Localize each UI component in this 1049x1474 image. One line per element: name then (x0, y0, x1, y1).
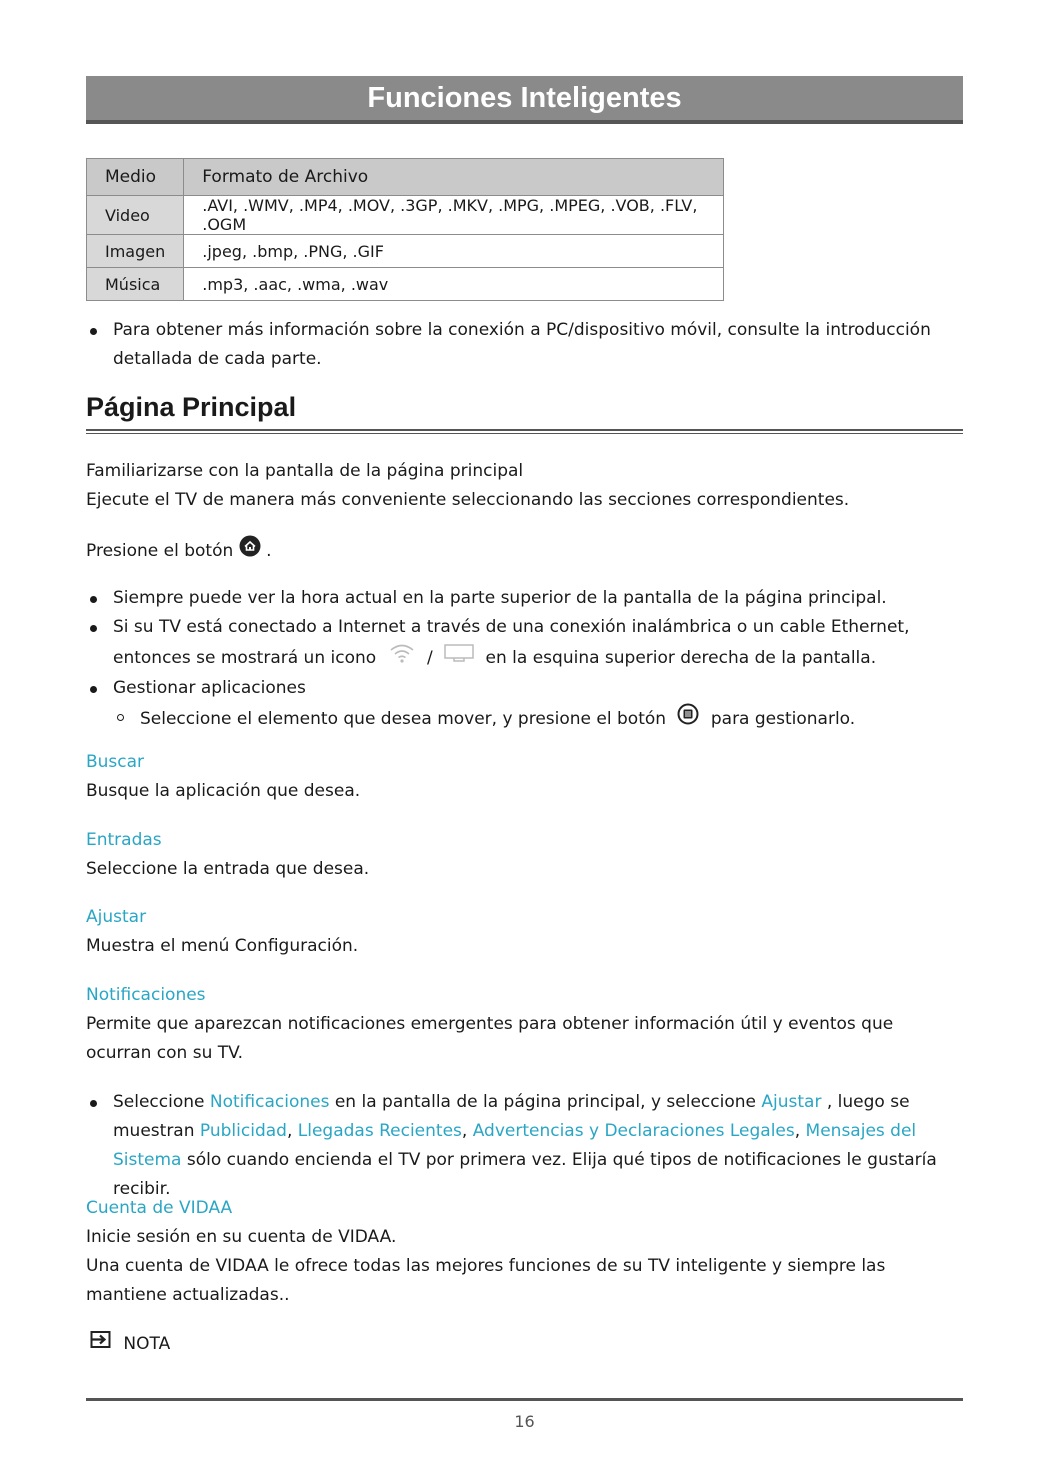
link-advertencias: Advertencias y Declaraciones Legales (472, 1121, 795, 1141)
item-description: Permite que aparezcan notificaciones emergentes para obtener información útil y eventos que ocurran con su TV. (86, 1014, 894, 1063)
page-number: 16 (514, 1412, 535, 1431)
table-header-medium: Medio (87, 159, 184, 196)
nota-heading (90, 1329, 967, 1359)
table-cell-medium: Video (87, 196, 184, 235)
link-ajustar: Ajustar (761, 1092, 822, 1112)
item-description: Busque la aplicación que desea. (86, 781, 361, 801)
item-description: Seleccione la entrada que desea. (86, 859, 370, 879)
manage-apps-label: Gestionar aplicaciones (113, 678, 306, 698)
list-item (86, 613, 963, 674)
table-header-row (87, 159, 724, 196)
press-home-line (86, 535, 963, 567)
pc-note-list (86, 316, 963, 374)
notifications-bullets (86, 1088, 963, 1204)
intro-line-2: Ejecute el TV de manera más conveniente seleccionando las secciones correspondientes. (86, 490, 850, 510)
manage-apps-sublist (113, 703, 963, 735)
item-buscar (86, 748, 963, 806)
chapter-banner: Funciones Inteligentes (86, 76, 963, 124)
intro-line-1: Familiarizarse con la pantalla de la página principal (86, 461, 524, 481)
item-title: Notificaciones (86, 985, 206, 1005)
manage-apps-text: Seleccione el elemento que desea mover, y presione el botón (140, 709, 667, 729)
link-mensajes-sistema: Mensajes del Sistema (113, 1121, 917, 1170)
table-cell-formats: .jpeg, .bmp, .PNG, .GIF (184, 235, 724, 268)
section-divider (86, 429, 963, 434)
notif-comma: , (794, 1121, 801, 1141)
connection-text: Si su TV está conectado a Internet a través de una conexión inalámbrica o un cable Ethernet, entonces se mostrará un icono (113, 617, 910, 668)
item-description: Muestra el menú Configuración. (86, 936, 359, 956)
item-description: Inicie sesión en su cuenta de VIDAA. (86, 1227, 397, 1247)
link-llegadas-recientes: Llegadas Recientes (297, 1121, 462, 1141)
file-format-table (86, 158, 724, 301)
table-row (87, 268, 724, 301)
item-ajustar (86, 903, 963, 961)
notif-text: , luego se muestran (113, 1092, 910, 1141)
notif-comma: , (461, 1121, 468, 1141)
table-row (87, 196, 724, 235)
list-item (113, 703, 963, 735)
notif-comma: , (286, 1121, 293, 1141)
home-button-icon (239, 535, 261, 567)
connection-text-end: en la esquina superior derecha de la pantalla. (485, 648, 877, 668)
item-entradas (86, 826, 963, 884)
connection-separator: / (426, 648, 433, 668)
table-cell-formats: .mp3, .aac, .wma, .wav (184, 268, 724, 301)
note-arrow-icon (90, 1329, 112, 1359)
notif-text: Seleccione (113, 1092, 205, 1112)
list-item: Siempre puede ver la hora actual en la parte superior de la pantalla de la página principal. (86, 584, 963, 613)
item-title: Buscar (86, 752, 145, 772)
section-title: Página Principal (86, 392, 297, 422)
press-text: Presione el botón (86, 541, 234, 561)
list-item: Para obtener más información sobre la conexión a PC/dispositivo móvil, consulte la introducción detallada de cada parte. (86, 316, 963, 374)
notif-text: en la pantalla de la página principal, y seleccione (334, 1092, 756, 1112)
table-row (87, 235, 724, 268)
item-cuenta-vidaa (86, 1194, 963, 1310)
item-title: Cuenta de VIDAA (86, 1198, 233, 1218)
nota-label: NOTA (123, 1334, 171, 1354)
ethernet-icon (444, 642, 474, 674)
item-title: Ajustar (86, 907, 147, 927)
press-period: . (266, 541, 272, 561)
table-cell-medium: Imagen (87, 235, 184, 268)
link-notificaciones: Notificaciones (209, 1092, 330, 1112)
list-item (86, 1088, 963, 1204)
table-cell-formats: .AVI, .WMV, .MP4, .MOV, .3GP, .MKV, .MPG, .MPEG, .VOB, .FLV, .OGM (184, 196, 724, 235)
table-cell-medium: Música (87, 268, 184, 301)
item-description: Una cuenta de VIDAA le ofrece todas las mejores funciones de su TV inteligente y siempre las mantiene actualizadas.. (86, 1256, 886, 1305)
footer-divider (86, 1398, 963, 1401)
manage-apps-text-end: para gestionarlo. (710, 709, 856, 729)
section-intro (86, 457, 963, 515)
item-notificaciones (86, 981, 963, 1068)
list-item (86, 674, 963, 735)
link-publicidad: Publicidad (199, 1121, 287, 1141)
item-title: Entradas (86, 830, 162, 850)
menu-button-icon (677, 703, 699, 735)
wifi-icon (388, 642, 416, 674)
home-bullets (86, 584, 963, 735)
table-header-format: Formato de Archivo (184, 159, 724, 196)
notif-text: sólo cuando encienda el TV por primera vez. Elija qué tipos de notificaciones le gustaría recibir. (113, 1150, 937, 1199)
